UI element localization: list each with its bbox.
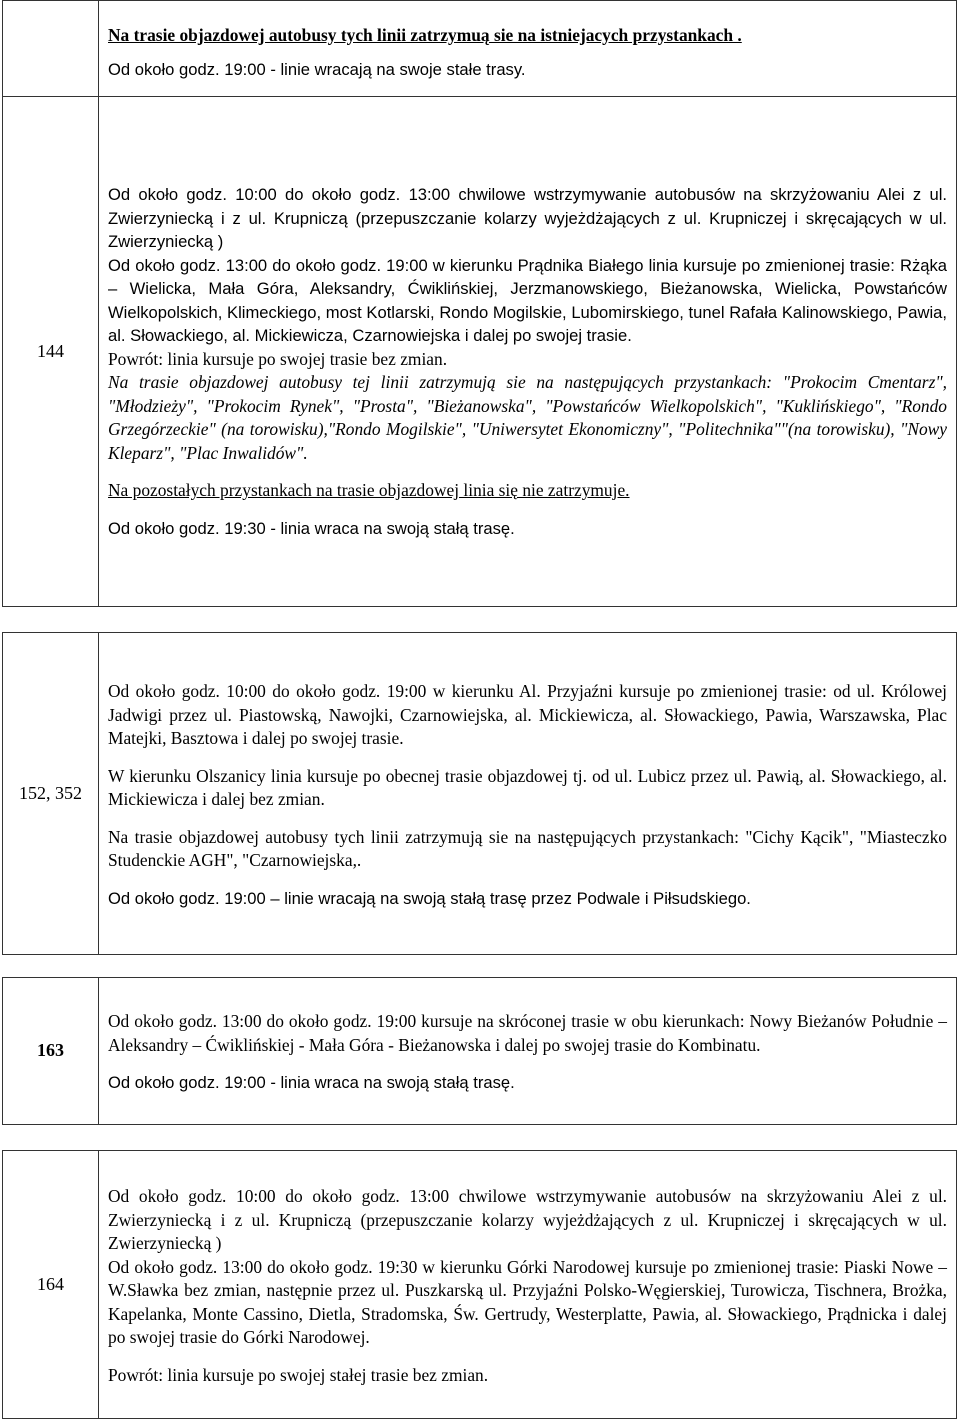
stops-info: Na trasie objazdowej autobusy tych linii zatrzymuą sie na istniejacych przystankach . [108,25,742,45]
stops-info: Na trasie objazdowej autobusy tych linii zatrzymują sie na następujących przystankach: "Cichy Kącik", "Miasteczko Studenckie AGH", "Czarnowiejska,. [108,826,947,870]
route-number-163: 163 [3,978,99,1125]
return-info: Od około godz. 19:30 - linia wraca na swoją stałą trasę. [108,518,515,538]
route-number-cell [3,1,99,97]
detour-info: Od około godz. 10:00 do około godz. 19:00 w kierunku Al. Przyjaźni kursuje po zmienionej trasie: od ul. Królowej Jadwigi przez ul. Piastowską, Nawojki, Czarnowiejska, al. Mickiewicza, al. Słowackiego, Pawia, Warszawska, Plac Matejki, Basztowa i dalej po swojej trasie. [108,681,947,748]
detour-info: Od około godz. 13:00 do około godz. 19:00 kursuje na skróconej trasie w obu kierunkach: Nowy Bieżanów Południe – Aleksandry – Ćwiklińskiej - Mała Góra - Bieżanowska i dalej po swojej trasie do Kombinatu. [108,1011,947,1055]
return-info: Od około godz. 19:00 - linia wraca na swoją stałą trasę. [108,1073,515,1093]
no-stop-info: Na pozostałych przystankach na trasie objazdowej linia się nie zatrzymuje. [108,480,630,500]
detour-info: Od około godz. 13:00 do około godz. 19:30 w kierunku Górki Narodowej kursuje po zmienionej trasie: Piaski Nowe – W.Sławka bez zmian, następnie przez ul. Puszkarską ul. Przyjaźni Polsko-Węgierskiej, Turowicza, Tischnera, Brożka, Kapelanka, Monte Cassino, Dietla, Stradomska, Św. Gertrudy, Westerplatte, Pawia, al. Słowackiego, Prądnicka i dalej po swojej trasie do Górki Narodowej. [108,1256,947,1347]
detour-info: Od około godz. 13:00 do około godz. 19:00 w kierunku Prądnika Białego linia kursuje po zmienionej trasie: Rżąka – Wielicka, Mała Góra, Aleksandry, Ćwiklińskiej, Jerzmanowskiego, Bieżanowska, Wielicka, Powstańców Wielkopolskich, Klimeckiego, most Kotlarski, Rondo Mogilskie, Lubomirskiego, tunel Rafała Kalinowskiego, Pawia, al. Słowackiego, al. Mickiewicza, Czarnowiejska i dalej po swojej trasie. [108,255,947,345]
return-direction-info: Powrót: linia kursuje po swojej stałej trasie bez zmian. [108,1364,489,1385]
return-direction-info: Powrót: linia kursuje po swojej trasie bez zmian. [108,348,448,369]
route-number-152-352: 152, 352 [3,633,99,955]
route-table-163 [2,977,957,1125]
return-info: Od około godz. 19:00 – linie wracają na swoją stałą trasę przez Podwale i Piłsudskiego. [108,888,751,908]
route-table-continuation [2,0,957,607]
route-number-144: 144 [3,97,99,607]
return-info: Od około godz. 19:00 - linie wracają na swoje stałe trasy. [108,59,526,79]
stops-info: Na trasie objazdowej autobusy tej linii zatrzymują sie na następujących przystankach: "Prokocim Cmentarz", "Młodzieży", "Prokocim Rynek", "Prosta", "Bieżanowska", "Powstańców Wielkopolskich", "Kuklińskiego", "Rondo Grzegórzeckie" (na torowisku),"Rondo Mogilskie", "Uniwersytet Ekonomiczny", "Politechnika""(na torowisku), "Nowy Kleparz", "Plac Inwalidów". [108,372,947,463]
route-description-163 [99,978,957,1125]
route-table-164 [2,1150,957,1419]
route-number-164: 164 [3,1151,99,1419]
route-description-152 [99,633,957,955]
direction-info: W kierunku Olszanicy linia kursuje po obecnej trasie objazdowej tj. od ul. Lubicz przez ul. Pawią, al. Słowackiego, al. Mickiewicza i dalej bez zmian. [108,765,947,809]
route-description-144 [99,97,957,607]
route-description-cell [99,1,957,97]
route-description-164 [99,1151,957,1419]
route-table-152 [2,632,957,955]
pause-info: Od około godz. 10:00 do około godz. 13:00 chwilowe wstrzymywanie autobusów na skrzyżowaniu Alei z ul. Zwierzyniecką i z ul. Krupniczą (przepuszczanie kolarzy wyjeżdżających z ul. Krupniczej i skręcających w ul. Zwierzyniecką ) [108,185,947,251]
pause-info: Od około godz. 10:00 do około godz. 13:00 chwilowe wstrzymywanie autobusów na skrzyżowaniu Alei z ul. Zwierzyniecką i z ul. Krupniczą (przepuszczanie kolarzy wyjeżdżających z ul. Krupniczej i skręcających w ul. Zwierzyniecką ) [108,1186,947,1253]
